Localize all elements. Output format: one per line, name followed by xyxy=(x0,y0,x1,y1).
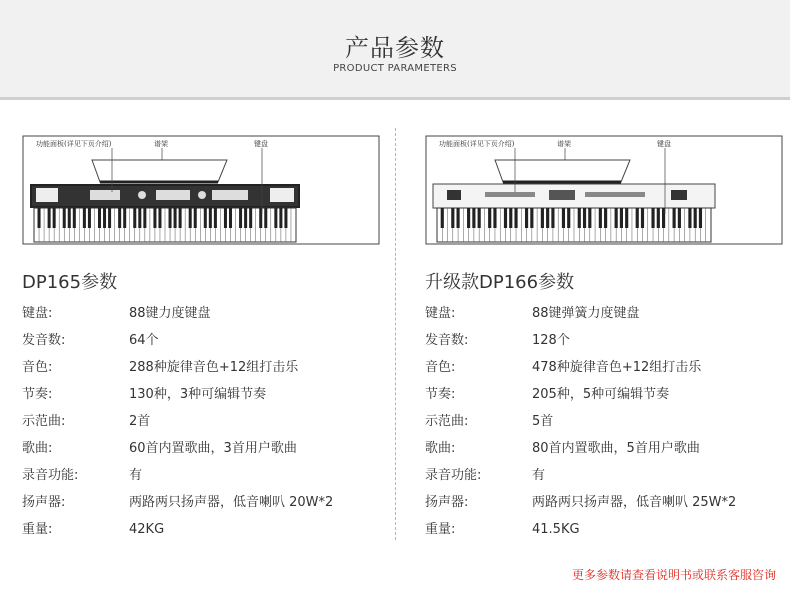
spec-row-voices xyxy=(425,354,790,381)
spec-label: 重量: xyxy=(425,522,456,537)
spec-list xyxy=(22,300,392,543)
spec-label: 扬声器: xyxy=(425,495,469,510)
spec-row-speakers xyxy=(425,489,790,516)
page-title: 产品参数 xyxy=(345,34,445,62)
spec-value: 205种，5种可编辑节奏 xyxy=(532,387,670,402)
spec-row-recording xyxy=(425,462,790,489)
spec-label: 键盘: xyxy=(425,306,456,321)
spec-value: 两路两只扬声器，低音喇叭 25W*2 xyxy=(532,495,737,510)
page-subtitle: PRODUCT PARAMETERS xyxy=(333,63,457,74)
spec-value: 130种，3种可编辑节奏 xyxy=(129,387,267,402)
model-title: DP165参数 xyxy=(22,272,118,293)
spec-row-demo xyxy=(22,408,392,435)
spec-list xyxy=(425,300,790,543)
spec-value: 64个 xyxy=(129,333,159,348)
spec-label: 示范曲: xyxy=(425,414,469,429)
spec-value: 478种旋律音色+12组打击乐 xyxy=(532,360,702,375)
spec-row-speakers xyxy=(22,489,392,516)
spec-value: 41.5KG xyxy=(532,522,580,537)
spec-row-keyboard xyxy=(425,300,790,327)
spec-label: 录音功能: xyxy=(22,468,79,483)
spec-value: 5首 xyxy=(532,414,554,429)
spec-row-polyphony xyxy=(425,327,790,354)
spec-row-rhythms xyxy=(22,381,392,408)
spec-value: 80首内置歌曲，5首用户歌曲 xyxy=(532,441,700,456)
spec-label: 节奏: xyxy=(22,387,53,402)
spec-label: 扬声器: xyxy=(22,495,66,510)
spec-label: 歌曲: xyxy=(425,441,456,456)
keyboard-label: 键盘 xyxy=(657,140,671,148)
spec-label: 发音数: xyxy=(22,333,66,348)
spec-value: 两路两只扬声器，低音喇叭 20W*2 xyxy=(129,495,334,510)
spec-row-keyboard xyxy=(22,300,392,327)
spec-value: 288种旋律音色+12组打击乐 xyxy=(129,360,299,375)
spec-label: 重量: xyxy=(22,522,53,537)
spec-value: 128个 xyxy=(532,333,570,348)
spec-value: 60首内置歌曲，3首用户歌曲 xyxy=(129,441,297,456)
stand-label: 谱架 xyxy=(557,140,571,148)
spec-label: 音色: xyxy=(425,360,456,375)
stand-label: 谱架 xyxy=(154,140,168,148)
spec-row-polyphony xyxy=(22,327,392,354)
footnote-contact: 更多参数请查看说明书或联系客服咨询 xyxy=(571,568,776,582)
spec-row-weight xyxy=(22,516,392,543)
spec-row-rhythms xyxy=(425,381,790,408)
column-divider xyxy=(395,128,396,540)
spec-value: 88键弹簧力度键盘 xyxy=(532,306,640,321)
spec-value: 有 xyxy=(129,468,143,483)
spec-row-weight xyxy=(425,516,790,543)
spec-label: 发音数: xyxy=(425,333,469,348)
product-column-dp166 xyxy=(425,130,790,537)
spec-label: 示范曲: xyxy=(22,414,66,429)
spec-row-demo xyxy=(425,408,790,435)
spec-row-voices xyxy=(22,354,392,381)
spec-label: 录音功能: xyxy=(425,468,482,483)
keyboard-label: 键盘 xyxy=(254,140,268,148)
keyboard-diagram xyxy=(22,130,382,248)
page-header xyxy=(0,0,790,100)
panel-label: 功能面板(详见下页介绍) xyxy=(36,140,112,148)
model-title: 升级款DP166参数 xyxy=(425,272,575,293)
panel-label: 功能面板(详见下页介绍) xyxy=(439,140,515,148)
product-column-dp165 xyxy=(22,130,392,537)
spec-label: 键盘: xyxy=(22,306,53,321)
spec-value: 42KG xyxy=(129,522,165,537)
spec-row-songs xyxy=(425,435,790,462)
spec-value: 88键力度键盘 xyxy=(129,306,211,321)
spec-value: 2首 xyxy=(129,414,151,429)
spec-value: 有 xyxy=(532,468,546,483)
spec-row-songs xyxy=(22,435,392,462)
spec-label: 音色: xyxy=(22,360,53,375)
keyboard-diagram xyxy=(425,130,785,248)
spec-label: 节奏: xyxy=(425,387,456,402)
spec-label: 歌曲: xyxy=(22,441,53,456)
spec-row-recording xyxy=(22,462,392,489)
